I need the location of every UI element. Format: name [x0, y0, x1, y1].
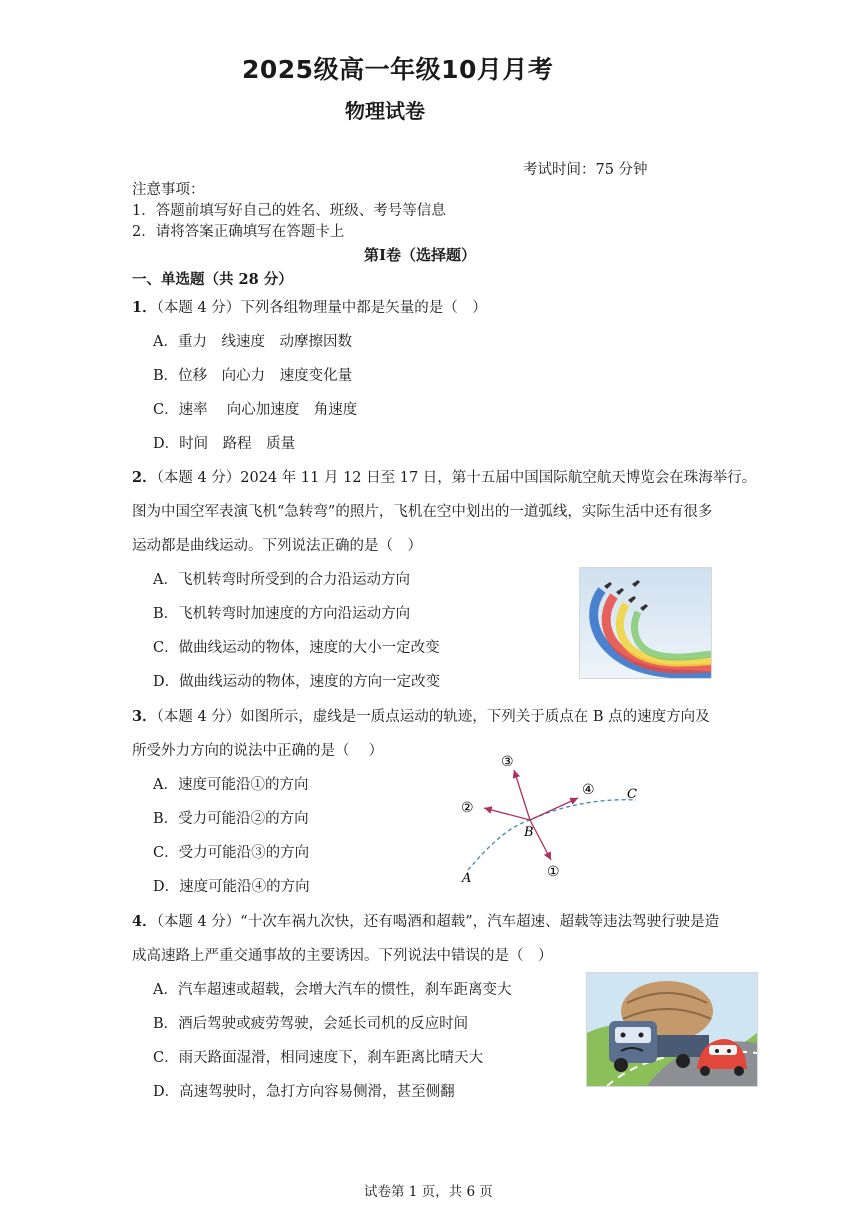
question-text: （本题 4 分）“十次车祸九次快，还有喝酒和超载”，汽车超速、超载等违法驾驶行驶是造	[156, 914, 720, 930]
label-4: ④	[582, 782, 595, 798]
point-c-label: C	[627, 787, 637, 802]
volume-title: 第Ⅰ卷（选择题）	[364, 246, 477, 264]
notes-item-1: 1．答题前填写好自己的姓名、班级、考号等信息	[132, 203, 446, 219]
q1-option-d: D．时间 路程 质量	[153, 436, 296, 452]
notes-heading: 注意事项：	[132, 182, 205, 198]
q3-option-d: D．速度可能沿④的方向	[153, 879, 310, 895]
q4-option-c: C．雨天路面湿滑，相同速度下，刹车距离比晴天大	[153, 1050, 484, 1066]
question-4-stem-line-1	[132, 910, 719, 931]
question-2-stem-line-3: 运动都是曲线运动。下列说法正确的是（ ）	[132, 538, 422, 554]
airshow-photo	[579, 567, 712, 679]
truck-cartoon-illustration	[587, 973, 757, 1086]
q2-option-b: B．飞机转弯时加速度的方向沿运动方向	[153, 606, 411, 622]
point-b-label: B	[524, 825, 534, 840]
label-1: ①	[547, 864, 560, 880]
label-2: ②	[461, 800, 474, 816]
arrow-4	[530, 798, 578, 820]
question-4-stem-line-2: 成高速路上严重交通事故的主要诱因。下列说法中错误的是（ ）	[132, 948, 553, 964]
q4-option-a: A．汽车超速或超载，会增大汽车的惯性，刹车距离变大	[153, 982, 512, 998]
question-text: （本题 4 分）如图所示，虚线是一质点运动的轨迹，下列关于质点在 B 点的速度方向及	[156, 709, 710, 725]
question-3-stem-line-1	[132, 705, 710, 726]
exam-subject: 物理试卷	[345, 99, 425, 123]
q2-option-d: D．做曲线运动的物体，速度的方向一定改变	[153, 674, 441, 690]
q3-option-b: B．受力可能沿②的方向	[153, 811, 309, 827]
point-a-label: A	[462, 871, 472, 886]
label-3: ③	[501, 754, 514, 770]
arrow-3	[514, 770, 530, 820]
truck-cartoon	[586, 972, 758, 1087]
page-footer: 试卷第 1 页，共 6 页	[364, 1184, 493, 1200]
q3-option-c: C．受力可能沿③的方向	[153, 845, 310, 861]
question-text: （本题 4 分）下列各组物理量中都是矢量的是（ ）	[156, 300, 487, 316]
question-number: 4．	[132, 913, 157, 930]
question-3-stem-line-2: 所受外力方向的说法中正确的是（ ）	[132, 743, 384, 759]
question-1-stem	[132, 296, 487, 317]
q3-option-a: A．速度可能沿①的方向	[153, 777, 309, 793]
exam-time: 考试时间：75 分钟	[523, 162, 648, 178]
airshow-illustration	[580, 568, 711, 678]
question-number: 1．	[132, 299, 157, 316]
question-text: （本题 4 分）2024 年 11 月 12 日至 17 日，第十五届中国国际航空航天博览会在珠海举行。	[156, 470, 757, 486]
question-number: 3．	[132, 708, 157, 725]
q2-option-c: C．做曲线运动的物体，速度的大小一定改变	[153, 640, 440, 656]
q1-option-a: A．重力 线速度 动摩擦因数	[153, 334, 352, 350]
trajectory-diagram	[450, 748, 650, 888]
arrow-2	[484, 808, 530, 820]
q4-option-b: B．酒后驾驶或疲劳驾驶，会延长司机的反应时间	[153, 1016, 469, 1032]
q2-option-a: A．飞机转弯时所受到的合力沿运动方向	[153, 572, 410, 588]
q1-option-b: B．位移 向心力 速度变化量	[153, 368, 353, 384]
exam-title: 2025级高一年级10月月考	[242, 55, 554, 84]
question-2-stem-line-2: 图为中国空军表演飞机“急转弯”的照片，飞机在空中划出的一道弧线，实际生活中还有很多	[132, 504, 713, 520]
question-2-stem-line-1	[132, 466, 756, 487]
q4-option-d: D．高速驾驶时，急打方向容易侧滑，甚至侧翻	[153, 1084, 455, 1100]
q1-option-c: C．速率 向心加速度 角速度	[153, 402, 358, 418]
notes-item-2: 2．请将答案正确填写在答题卡上	[132, 224, 345, 240]
question-number: 2．	[132, 469, 157, 486]
part-title: 一、单选题（共 28 分）	[132, 271, 293, 288]
